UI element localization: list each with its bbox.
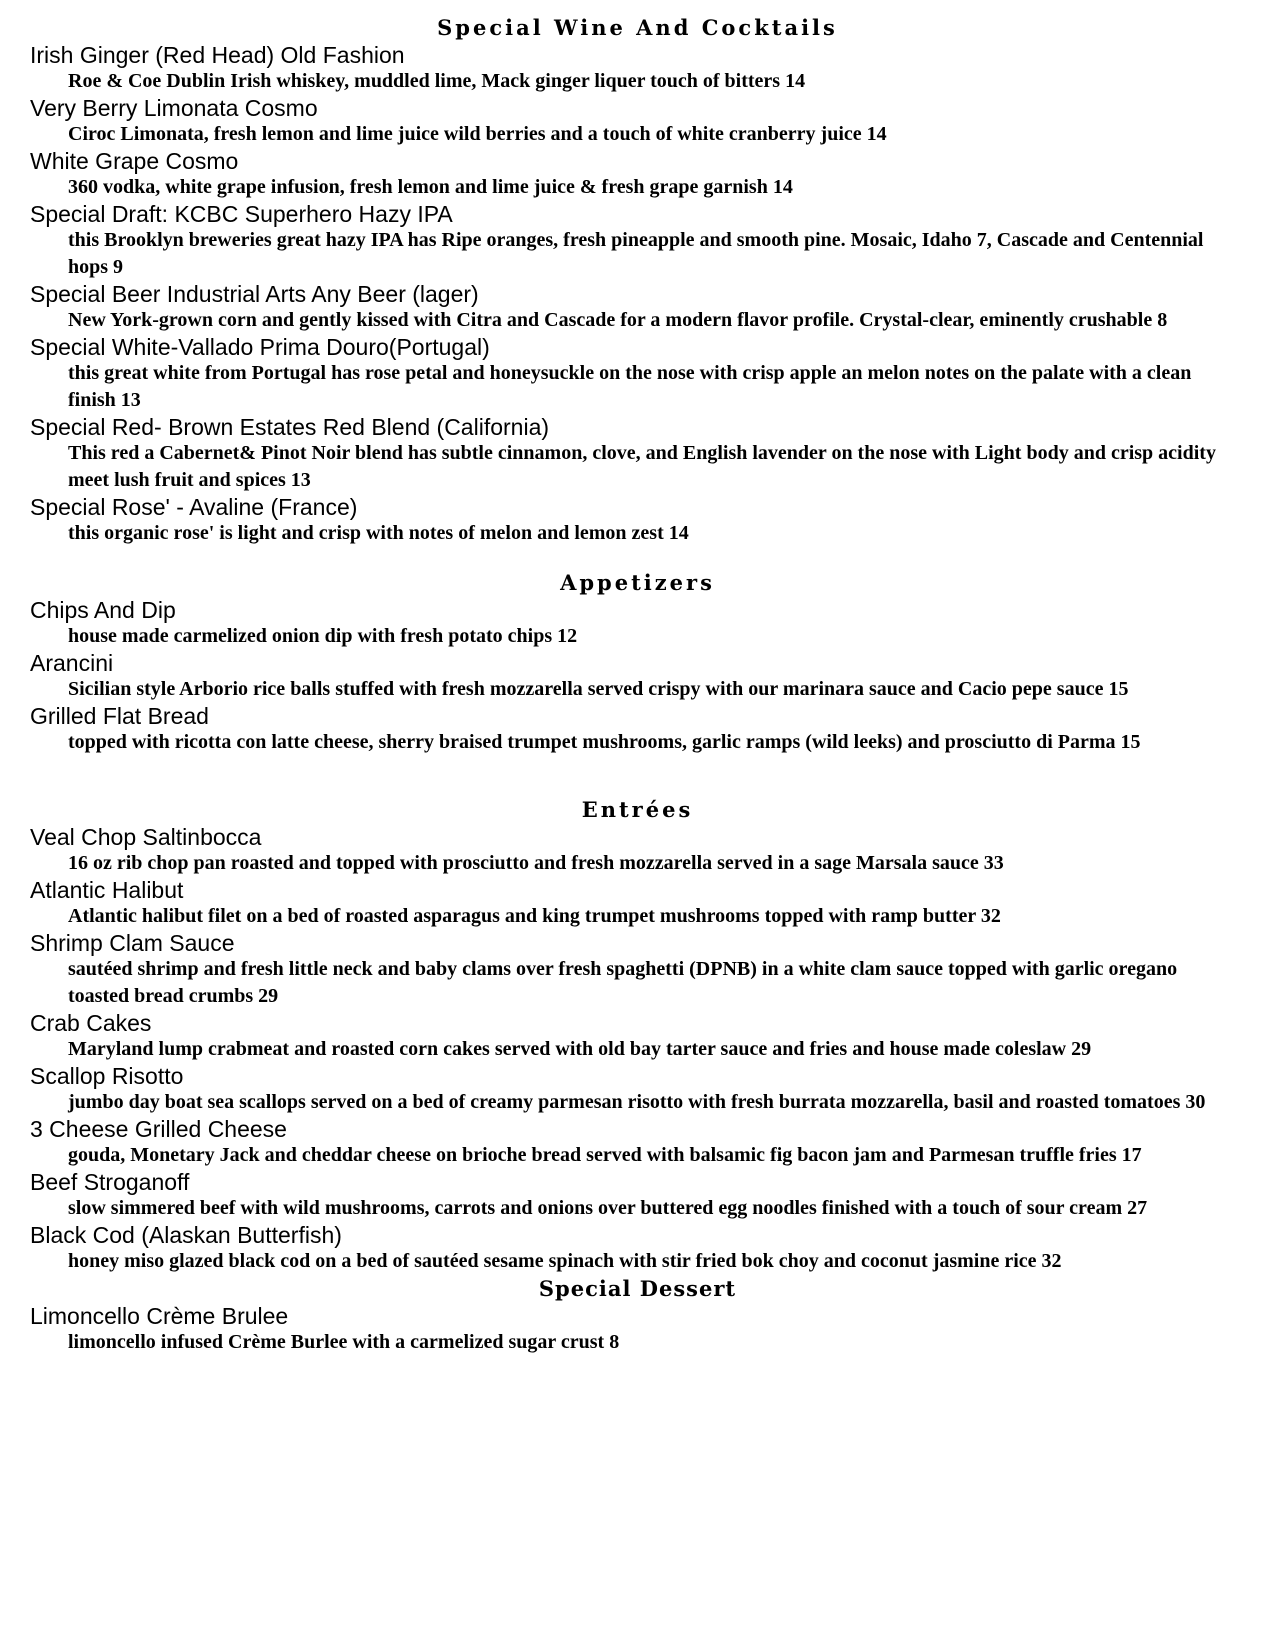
item-name: Chips And Dip [30, 597, 176, 623]
item-name: White Grape Cosmo [30, 148, 239, 174]
menu-item [30, 201, 1245, 281]
menu-item [30, 42, 1245, 95]
menu-item [30, 148, 1245, 201]
menu-item [30, 930, 1245, 1010]
menu-item [30, 1063, 1245, 1116]
item-description: Roe & Coe Dublin Irish whiskey, muddled lime, Mack ginger liquer touch of bitters 14 [68, 70, 806, 92]
item-name: Special Draft: KCBC Superhero Hazy IPA [30, 201, 453, 227]
menu-item [30, 414, 1245, 494]
menu-item [30, 494, 1245, 547]
item-name: Special Red- Brown Estates Red Blend (California) [30, 414, 550, 440]
dessert-section [30, 1275, 1245, 1356]
item-name: Arancini [30, 650, 114, 676]
spacer [30, 547, 1245, 569]
menu-item [30, 703, 1245, 756]
item-description: Atlantic halibut filet on a bed of roasted asparagus and king trumpet mushrooms topped with ramp butter 32 [68, 905, 1001, 927]
menu-item [30, 824, 1245, 877]
item-description: 360 vodka, white grape infusion, fresh lemon and lime juice & fresh grape garnish 14 [68, 176, 793, 198]
item-name: Beef Stroganoff [30, 1169, 190, 1195]
appetizers-section [30, 569, 1245, 756]
item-name: Scallop Risotto [30, 1063, 184, 1089]
menu-item [30, 281, 1245, 334]
item-name: Atlantic Halibut [30, 877, 184, 903]
item-description: this Brooklyn breweries great hazy IPA has Ripe oranges, fresh pineapple and smooth pine. Mosaic, Idaho 7, Cascade and Centennial hops 9 [68, 229, 1204, 278]
item-description: This red a Cabernet& Pinot Noir blend has subtle cinnamon, clove, and English lavender on the nose with Light body and crisp acidity meet lush fruit and spices 13 [68, 442, 1216, 491]
menu-item [30, 95, 1245, 148]
item-description: gouda, Monetary Jack and cheddar cheese on brioche bread served with balsamic fig bacon jam and Parmesan truffle fries 17 [68, 1144, 1142, 1166]
item-description: Ciroc Limonata, fresh lemon and lime juice wild berries and a touch of white cranberry juice 14 [68, 123, 887, 145]
item-description: limoncello infused Crème Burlee with a carmelized sugar crust 8 [68, 1331, 620, 1353]
item-description: house made carmelized onion dip with fresh potato chips 12 [68, 625, 578, 647]
item-name: Limoncello Crème Brulee [30, 1303, 289, 1329]
menu-item [30, 877, 1245, 930]
item-name: Irish Ginger (Red Head) Old Fashion [30, 42, 405, 68]
item-description: this organic rose' is light and crisp with notes of melon and lemon zest 14 [68, 522, 689, 544]
item-description: 16 oz rib chop pan roasted and topped with prosciutto and fresh mozzarella served in a sage Marsala sauce 33 [68, 852, 1004, 874]
section-title-wine: Special Wine And Cocktails [437, 15, 838, 40]
item-name: Very Berry Limonata Cosmo [30, 95, 318, 121]
item-name: 3 Cheese Grilled Cheese [30, 1116, 287, 1142]
item-name: Shrimp Clam Sauce [30, 930, 235, 956]
menu-item [30, 597, 1245, 650]
section-title-entrees: Entrées [581, 797, 694, 822]
item-description: Sicilian style Arborio rice balls stuffed with fresh mozzarella served crispy with our marinara sauce and Cacio pepe sauce 15 [68, 678, 1129, 700]
item-description: this great white from Portugal has rose petal and honeysuckle on the nose with crisp apple an melon notes on the palate with a clean finish 13 [68, 362, 1192, 411]
item-description: jumbo day boat sea scallops served on a bed of creamy parmesan risotto with fresh burrata mozzarella, basil and roasted tomatoes 30 [68, 1091, 1206, 1113]
item-name: Special Beer Industrial Arts Any Beer (lager) [30, 281, 479, 307]
item-name: Special White-Vallado Prima Douro(Portugal) [30, 334, 490, 360]
wine-section [30, 14, 1245, 547]
menu-item [30, 1222, 1245, 1275]
item-description: honey miso glazed black cod on a bed of sautéed sesame spinach with stir fried bok choy and coconut jasmine rice 32 [68, 1250, 1062, 1272]
menu-item [30, 1169, 1245, 1222]
item-description: sautéed shrimp and fresh little neck and baby clams over fresh spaghetti (DPNB) in a white clam sauce topped with garlic oregano toasted bread crumbs 29 [68, 958, 1178, 1007]
entrees-section [30, 796, 1245, 1275]
item-name: Black Cod (Alaskan Butterfish) [30, 1222, 342, 1248]
item-name: Veal Chop Saltinbocca [30, 824, 262, 850]
item-description: New York-grown corn and gently kissed with Citra and Cascade for a modern flavor profile. Crystal-clear, eminently crushable 8 [68, 309, 1168, 331]
menu-item [30, 334, 1245, 414]
menu-page [30, 14, 1245, 1356]
item-name: Special Rose' - Avaline (France) [30, 494, 358, 520]
item-description: Maryland lump crabmeat and roasted corn cakes served with old bay tarter sauce and fries and house made coleslaw 29 [68, 1038, 1092, 1060]
spacer [30, 756, 1245, 796]
item-description: topped with ricotta con latte cheese, sherry braised trumpet mushrooms, garlic ramps (wild leeks) and prosciutto di Parma 15 [68, 731, 1141, 753]
item-description: slow simmered beef with wild mushrooms, carrots and onions over buttered egg noodles finished with a touch of sour cream 27 [68, 1197, 1148, 1219]
menu-item [30, 1116, 1245, 1169]
menu-item [30, 1303, 1245, 1356]
menu-item [30, 650, 1245, 703]
item-name: Grilled Flat Bread [30, 703, 209, 729]
section-title-appetizers: Appetizers [560, 570, 715, 595]
menu-item [30, 1010, 1245, 1063]
section-title-dessert: Special Dessert [538, 1276, 737, 1301]
item-name: Crab Cakes [30, 1010, 152, 1036]
